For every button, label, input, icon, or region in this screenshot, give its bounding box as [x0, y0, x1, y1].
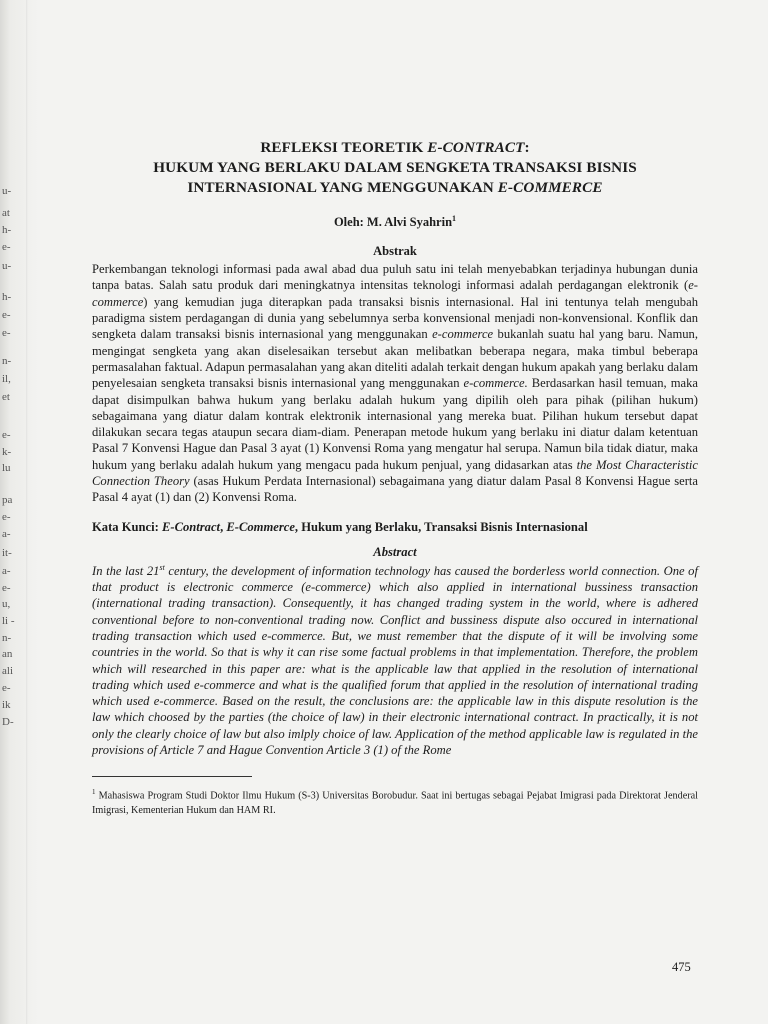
- abstract-heading: Abstract: [373, 544, 417, 559]
- keyword-econtract: E-Contract: [161, 519, 221, 534]
- abstrak-text-4: Berdasarkan hasil temuan, maka dapat disimpulkan bahwa hukum yang berlaku adalah hukum yang dipilih oleh para pihak (pilihan hukum) sebagaimana yang diatur dalam kontrak elektronik internasional yang mereka buat. Pilihan hukum tersebut dapat dilakukan secara tegas ataupun secara diam-diam. Penerapan metode hukum yang berlaku ini diatur dalam ketentuan Pasal 7 Konvensi Hague dan Pasal 3 ayat (1) Konvensi Roma yang mengatur hal serupa. Namun bila tidak diatur, maka hukum yang berlaku adalah hukum yang mengacu pada hukum penjual, yang didasarkan atas: [92, 376, 698, 472]
- margin-fragment: at: [2, 207, 10, 219]
- title-line-1-text: REFLEKSI TEORETIK: [260, 139, 428, 156]
- margin-fragment: e-: [2, 309, 11, 321]
- margin-fragment: et: [2, 391, 10, 403]
- margin-fragment: it-: [2, 547, 12, 559]
- abstract-body: [92, 560, 698, 759]
- margin-fragment: e-: [2, 582, 11, 594]
- title-line-2: HUKUM YANG BERLAKU DALAM SENGKETA TRANSAKSI BISNIS: [153, 159, 637, 176]
- margin-fragment: ali: [2, 665, 13, 677]
- author-footnote-mark[interactable]: 1: [452, 214, 457, 223]
- margin-fragment: e-: [2, 511, 11, 523]
- author-name: Oleh: M. Alvi Syahrin: [333, 215, 453, 230]
- abstrak-body: [92, 261, 698, 505]
- keyword-ecommerce: E-Commerce: [226, 519, 295, 534]
- page-number: 475: [672, 960, 691, 974]
- margin-fragment: h-: [2, 291, 12, 303]
- abstrak-italic-2: e-commerce: [432, 327, 494, 342]
- margin-fragment: u-: [2, 185, 12, 197]
- abstrak-italic-1: e-commerce: [92, 278, 698, 309]
- abstract-text-1: In the last 21: [92, 563, 160, 578]
- keywords-separator: ,: [220, 519, 227, 534]
- abstrak-italic-3: e-commerce.: [463, 376, 528, 391]
- abstract-text-2: century, the development of information technology has caused the borderless world connection. One of that product is electronic commerce (e-commerce) which also applied in international bussiness transaction (international trading transaction). Consequently, it has changed trading system in the world, where is adhered conventional before to non-conventional trading now. Conflict and bussiness dispute also occured in international trading transaction which used e-commerce. But, we must remember that the dispute of it will be involving some countries in the world. So that is why it can rise some factual problems in that implementation. Therefore, the problem which will researched in this paper are: what is the applicable law that applied in the resolution of international trading which used e-commerce and what is the qualified forum that applied in the resolution of international trading which used e-commerce. Based on the result, the conclusions are: the applicable law in this dispute resolution is the law which choosed by the parties (the choice of law) in their electronic international contract. In practically, it is not only the clearly choice of law but also imlply choice of law. Application of the method applicable law is regulated in the provisions of Article 7 and Hague Convention Article 3 (1) of the Rome: [92, 563, 698, 758]
- margin-fragment: e-: [2, 429, 11, 441]
- margin-fragment: il,: [2, 373, 11, 385]
- footnote-rule: [92, 776, 252, 777]
- abstrak-heading: Abstrak: [373, 244, 417, 259]
- margin-fragment: u-: [2, 260, 12, 272]
- margin-fragment: a-: [2, 565, 11, 577]
- title-line-1: [92, 138, 698, 158]
- margin-fragment: h-: [2, 224, 12, 236]
- abstrak-text-3: bukanlah suatu hal yang baru. Namun, mengingat sengketa yang akan diselesaikan tersebut akan melibatkan beberapa negara, maka timbul beberapa permasalahan faktual. Adapun permasalahan yang akan diteliti adalah terkait dengan hukum apakah yang berlaku dalam penyelesaian sengketa transaksi bisnis internasional yang menggunakan: [92, 327, 699, 391]
- margin-fragment: k-: [2, 446, 12, 458]
- margin-fragment: u,: [2, 598, 11, 610]
- margin-fragment: ik: [2, 699, 11, 711]
- keywords-rest: , Hukum yang Berlaku, Transaksi Bisnis Internasional: [294, 519, 588, 534]
- title-line-1-colon: :: [524, 139, 530, 156]
- footnote-mark: 1: [92, 788, 96, 797]
- page-fold-shadow: [26, 0, 28, 1024]
- abstrak-italic-4: the Most Characteristic Connection Theory: [92, 457, 698, 489]
- margin-fragment: e-: [2, 682, 11, 694]
- title-line-3-text: INTERNASIONAL YANG MENGGUNAKAN: [187, 179, 498, 196]
- footnote-text: Mahasiswa Program Studi Doktor Ilmu Hukum (S-3) Universitas Borobudur. Saat ini bertugas sebagai Pejabat Imigrasi pada Direktorat Jenderal Imigrasi, Kementerian Hukum dan HAM RI.: [92, 790, 698, 816]
- margin-fragment: n-: [2, 355, 12, 367]
- margin-fragment: lu: [2, 462, 11, 474]
- article-page: [92, 138, 698, 818]
- margin-fragment: e-: [2, 327, 11, 339]
- abstrak-text-5: (asas Hukum Perdata Internasional) sebagaimana yang diatur dalam Pasal 8 Konvensi Hague serta Pasal 4 ayat (1) dan (2) Konvensi Roma.: [92, 474, 698, 505]
- margin-fragment: a-: [2, 528, 11, 540]
- margin-fragment: n-: [2, 632, 12, 644]
- title-line-3-italic: E-COMMERCE: [497, 179, 603, 196]
- abstract-ordinal-sup: st: [159, 562, 165, 572]
- margin-fragment: an: [2, 648, 13, 660]
- keywords-line: [92, 520, 698, 535]
- abstrak-text-2: ) yang kemudian juga diterapkan pada transaksi bisnis internasional. Hal ini tentunya telah mengubah paradigma sistem perdagangan di dunia yang sebelumnya serba konvensional menjadi non-konvensional. Konflik dan sengketa dalam transaksi bisnis internasional yang menggunakan: [92, 294, 698, 342]
- author-line: [92, 214, 698, 230]
- abstrak-text-1: Perkembangan teknologi informasi pada awal abad dua puluh satu ini telah menyebabkan terjadinya hubungan dunia tanpa batas. Salah satu produk dari meningkatnya intensitas teknologi informasi adalah perdagangan elektronik (: [92, 262, 698, 293]
- footnote: [92, 785, 698, 817]
- title-line-3: [92, 178, 698, 198]
- margin-fragment: D-: [2, 716, 14, 728]
- margin-fragment: li -: [2, 615, 15, 627]
- keywords-label: Kata Kunci:: [92, 519, 162, 534]
- margin-fragment: pa: [2, 494, 13, 506]
- title-line-1-italic: E-CONTRACT: [427, 139, 525, 156]
- article-title: [92, 138, 698, 198]
- margin-fragment: e-: [2, 241, 11, 253]
